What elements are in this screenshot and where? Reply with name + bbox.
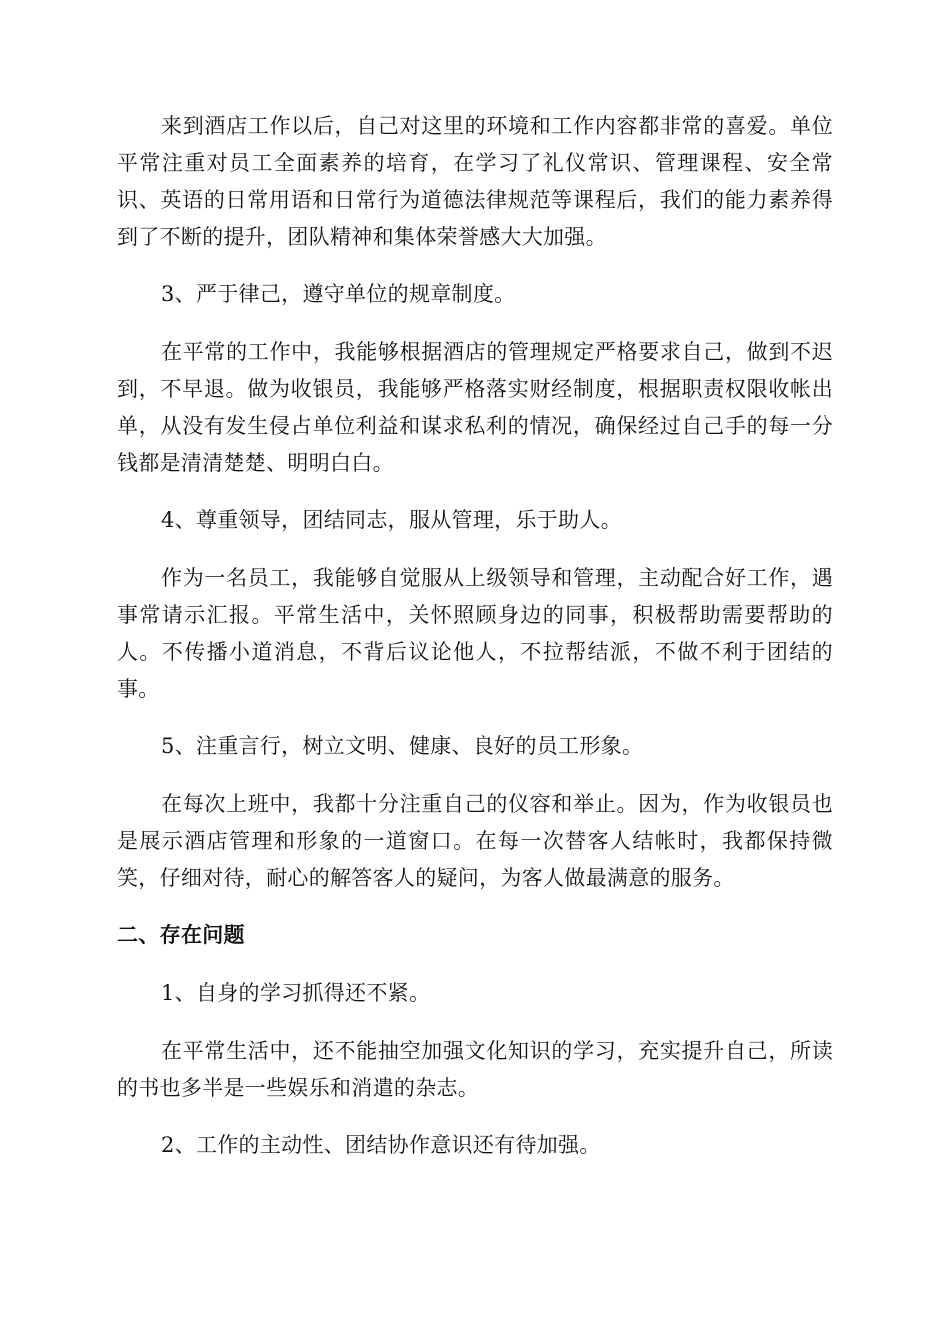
list-item-2-initiative: 2、工作的主动性、团结协作意识还有待加强。	[161, 1133, 601, 1157]
paragraph-teamwork: 作为一名员工，我能够自觉服从上级领导和管理，主动配合好工作，遇事常请示汇报。平常生活中，关怀照顾身边的同事，积极帮助需要帮助的人。不传播小道消息，不背后议论他人，不拉帮结派，不做不利于团结的事。	[117, 566, 833, 701]
list-item-3-self-discipline: 3、严于律己，遵守单位的规章制度。	[161, 282, 516, 306]
list-item-5-conduct: 5、注重言行，树立文明、健康、良好的员工形象。	[161, 734, 644, 758]
list-item-4-respect-leaders: 4、尊重领导，团结同志，服从管理，乐于助人。	[161, 508, 622, 532]
list-item-1-study: 1、自身的学习抓得还不紧。	[161, 981, 431, 1005]
paragraph-hotel-training: 来到酒店工作以后，自己对这里的环境和工作内容都非常的喜爱。单位平常注重对员工全面素养的培育，在学习了礼仪常识、管理课程、安全常识、英语的日常用语和日常行为道德法律规范等课程后，我们的能力素养得到了不断的提升，团队精神和集体荣誉感大大加强。	[117, 114, 833, 249]
paragraph-appearance: 在每次上班中，我都十分注重自己的仪容和举止。因为，作为收银员也是展示酒店管理和形象的一道窗口。在每一次替客人结帐时，我都保持微笑，仔细对待，耐心的解答客人的疑问，为客人做最满意的服务。	[117, 792, 833, 890]
document-body	[117, 108, 833, 1164]
section-heading-problems: 二、存在问题	[117, 923, 245, 947]
paragraph-cashier-discipline: 在平常的工作中，我能够根据酒店的管理规定严格要求自己，做到不迟到，不早退。做为收银员，我能够严格落实财经制度，根据职责权限收帐出单，从没有发生侵占单位利益和谋求私利的情况，确保经过自己手的每一分钱都是清清楚楚、明明白白。	[117, 340, 833, 475]
paragraph-study-gap: 在平常生活中，还不能抽空加强文化知识的学习，充实提升自己，所读的书也多半是一些娱乐和消遣的杂志。	[117, 1039, 833, 1100]
